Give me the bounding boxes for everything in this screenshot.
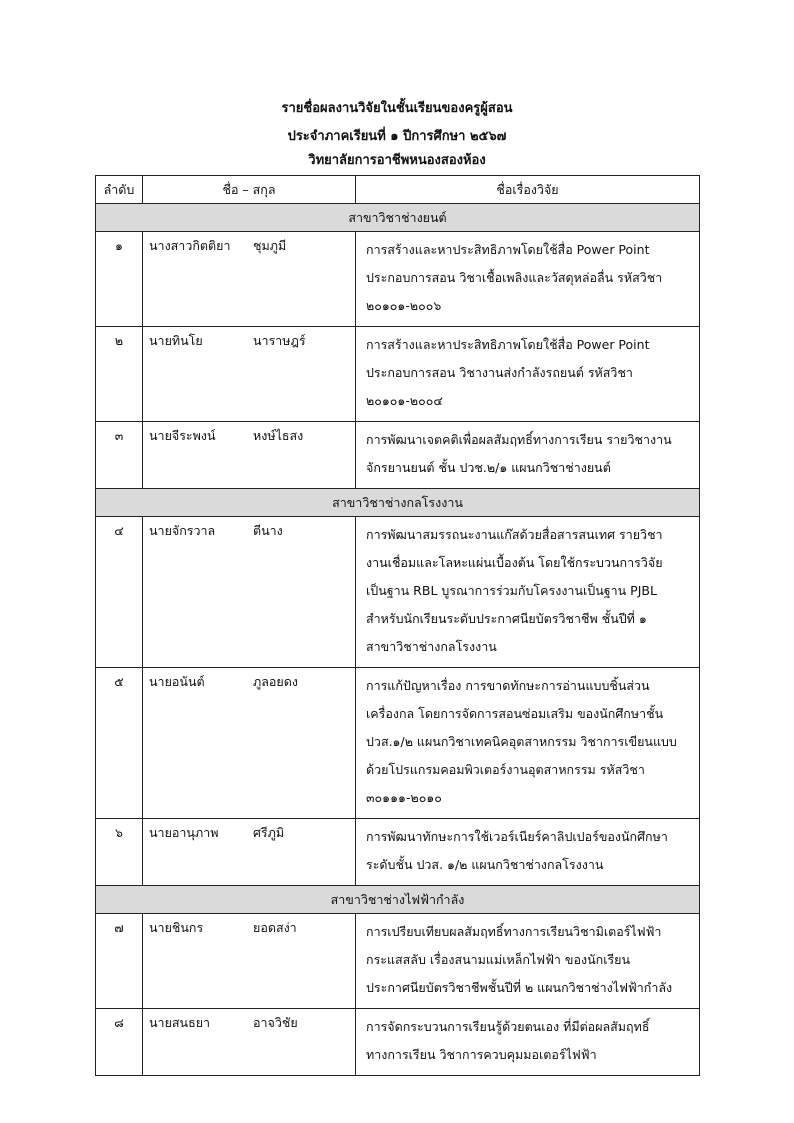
research-title-line: ด้วยโปรแกรมคอมพิวเตอร์งานอุตสาหกรรม รหัสวิชา [366,762,645,777]
research-title-line: จักรยานยนต์ ชั้น ปวช.๒/๑ แผนกวิชาช่างยนต์ [366,460,611,475]
section-title: สาขาวิชาช่างกลโรงงาน [96,489,700,517]
researcher-name [143,232,356,327]
first-name: นายอานุภาพ [149,825,219,840]
header-no: ลำดับ [96,176,143,204]
table-row [96,232,700,327]
last-name: นาราษฎร์ [253,333,306,348]
research-title-line: กระแสสลับ เรื่องสนามแม่เหล็กไฟฟ้า ของนักเรียน [366,952,631,967]
first-name: นางสาวกิตติยา [149,238,231,253]
research-title-line: งานเชื่อมและโลหะแผ่นเบื้องต้น โดยใช้กระบวนการวิจัย [366,555,663,570]
last-name: หงษ์ไธสง [253,428,304,443]
research-title [356,422,700,489]
researcher-name [143,1009,356,1076]
last-name: ศรีภูมิ [253,825,285,840]
research-title-line: การสร้างและหาประสิทธิภาพโดยใช้สื่อ Power Point [366,242,650,257]
research-title-line: การสร้างและหาประสิทธิภาพโดยใช้สื่อ Power Point [366,337,650,352]
research-title-line: การจัดกระบวนการเรียนรู้ด้วยตนเอง ที่มีต่อผลสัมฤทธิ์ [366,1019,650,1034]
table-row [96,517,700,668]
row-number: ๒ [96,327,143,422]
research-title [356,819,700,886]
section-title: สาขาวิชาช่างยนต์ [96,204,700,232]
table-body [96,204,700,1076]
last-name: ตีนาง [253,523,283,538]
research-title-line: ๒๐๑๐๑-๒๐๐๖ [366,298,442,313]
section-row [96,204,700,232]
table-row [96,422,700,489]
researcher-name [143,668,356,819]
document-title: รายชื่อผลงานวิจัยในชั้นเรียนของครูผู้สอน [281,101,513,116]
research-title-line: เครื่องกล โดยการจัดการสอนซ่อมเสริม ของนักศึกษาชั้น [366,706,664,721]
section-row [96,886,700,914]
row-number: ๗ [96,914,143,1009]
research-title-line: การพัฒนาสมรรถนะงานแก๊สด้วยสื่อสารสนเทศ รายวิชา [366,527,663,542]
first-name: นายจักรวาล [149,523,216,538]
section-row [96,489,700,517]
research-title-line: สำหรับนักเรียนระดับประกาศนียบัตรวิชาชีพ ชั้นปีที่ ๑ [366,611,647,626]
research-title [356,517,700,668]
research-title-line: การแก้ปัญหาเรื่อง การขาดทักษะการอ่านแบบชิ้นส่วน [366,678,650,693]
research-title-line: เป็นฐาน RBL บูรณาการร่วมกับโครงงานเป็นฐาน PJBL [366,583,657,598]
row-number: ๖ [96,819,143,886]
research-title-line: การเปรียบเทียบผลสัมฤทธิ์ทางการเรียนวิชามิเตอร์ไฟฟ้า [366,924,662,939]
table-header-row [96,176,700,204]
research-table [95,175,700,1076]
researcher-name [143,422,356,489]
research-title [356,668,700,819]
researcher-name [143,327,356,422]
header-name: ชื่อ – สกุล [143,176,356,204]
document-subtitle-term: ประจำภาคเรียนที่ ๑ ปีการศึกษา ๒๕๖๗ [287,129,507,144]
research-title-line: ระดับชั้น ปวส. ๑/๒ แผนกวิชาช่างกลโรงงาน [366,857,604,872]
section-title: สาขาวิชาช่างไฟฟ้ากำลัง [96,886,700,914]
last-name: ชุมภูมี [253,238,287,253]
research-title-line: สาขาวิชาช่างกลโรงงาน [366,639,497,654]
research-title [356,1009,700,1076]
table-row [96,914,700,1009]
last-name: ยอดสง่า [253,920,297,935]
research-title [356,327,700,422]
research-title-line: ๒๐๑๐๑-๒๐๐๔ [366,393,443,408]
researcher-name [143,914,356,1009]
table-row [96,1009,700,1076]
row-number: ๘ [96,1009,143,1076]
research-title-line: ประกอบการสอน วิชางานส่งกำลังรถยนต์ รหัสวิชา [366,365,633,380]
research-title-line: ประกอบการสอน วิชาเชื้อเพลิงและวัสดุหล่อลื่น รหัสวิชา [366,270,663,285]
research-title-line: การพัฒนาทักษะการใช้เวอร์เนียร์คาลิปเปอร์ของนักศึกษา [366,829,668,844]
research-title [356,914,700,1009]
research-title [356,232,700,327]
last-name: อาจวิชัย [253,1015,298,1030]
research-title-line: ปวส.๑/๒ แผนกวิชาเทคนิคอุตสาหกรรม วิชาการเขียนแบบ [366,734,677,749]
first-name: นายจีระพงน์ [149,428,216,443]
table-row [96,668,700,819]
research-title-line: ทางการเรียน วิชาการควบคุมมอเตอร์ไฟฟ้า [366,1047,597,1062]
research-title-line: ประกาศนียบัตรวิชาชีพชั้นปีที่ ๒ แผนกวิชาช่างไฟฟ้ากำลัง [366,980,673,995]
row-number: ๑ [96,232,143,327]
first-name: นายสนธยา [149,1015,211,1030]
researcher-name [143,819,356,886]
row-number: ๓ [96,422,143,489]
first-name: นายทินโย [149,333,203,348]
researcher-name [143,517,356,668]
first-name: นายอนันต์ [149,674,205,689]
first-name: นายชินกร [149,920,204,935]
last-name: ภูลอยดง [253,674,298,689]
row-number: ๔ [96,517,143,668]
research-title-line: ๓๐๑๑๑-๒๐๑๐ [366,790,442,805]
header-title: ชื่อเรื่องวิจัย [356,176,700,204]
research-title-line: การพัฒนาเจตคติเพื่อผลสัมฤทธิ์ทางการเรียน รายวิชางาน [366,432,672,447]
document-subtitle-college: วิทยาลัยการอาชีพหนองสองห้อง [308,153,486,168]
table-row [96,819,700,886]
row-number: ๕ [96,668,143,819]
table-row [96,327,700,422]
